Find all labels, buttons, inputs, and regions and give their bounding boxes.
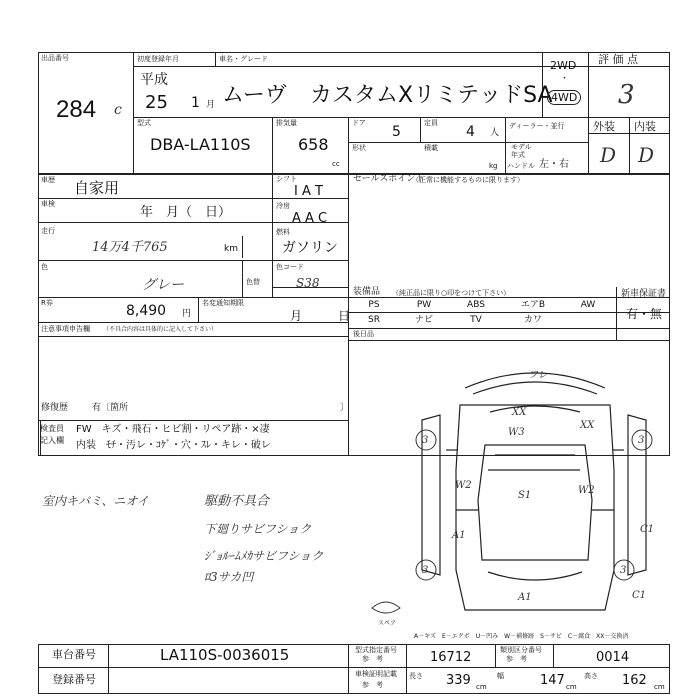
- handwritten-line-1: 室内キバミ、ニオイ: [42, 494, 149, 508]
- width-unit: cm: [566, 683, 577, 691]
- drive-2wd: 2WD: [550, 59, 577, 72]
- diagram-top-note: フレ: [528, 370, 548, 381]
- equip-tv: TV: [470, 315, 482, 325]
- handwritten-line-2: 駆動不具合: [204, 494, 270, 509]
- length: 339: [446, 673, 471, 688]
- rtax-unit: 円: [182, 309, 192, 319]
- equipment-row-bottom: [350, 315, 616, 328]
- mark-w3: W3: [508, 427, 525, 438]
- repair-end: 〕: [340, 403, 350, 413]
- interior-label: 内装: [634, 120, 656, 133]
- equip-abs: ABS: [467, 300, 485, 310]
- equip-ps: PS: [368, 300, 380, 310]
- capacity-unit: 人: [490, 128, 500, 138]
- selling-points-note: （正常に機能するものに限ります）: [412, 176, 524, 184]
- mark-3-2: 3: [638, 435, 645, 446]
- ac-value: A A C: [292, 211, 328, 226]
- width-label: 幅: [497, 672, 504, 680]
- interior: D: [638, 143, 655, 167]
- usage-label: 車歴: [41, 176, 55, 184]
- class-sub: 参 考: [506, 655, 527, 663]
- width: 147: [540, 673, 565, 688]
- month-unit: 月: [206, 100, 216, 110]
- door: 5: [392, 124, 401, 140]
- model-year-label: モデル 年式: [511, 143, 532, 159]
- selling-points-label: セールスポイント: [353, 174, 425, 184]
- notes-sub: （不具合内容は具体的に記入して下さい）: [103, 326, 218, 333]
- cert-sub: 参 考: [362, 681, 383, 689]
- usage: 自家用: [74, 179, 120, 197]
- year: 25: [145, 92, 168, 113]
- chassis-label: 車台番号: [52, 648, 96, 661]
- equipment-grid: [350, 300, 616, 328]
- drive-dot: ・: [560, 74, 570, 84]
- height-label: 高さ: [584, 672, 598, 680]
- model-label: 型式: [137, 119, 151, 127]
- grade: カスタムXリミテッドSA: [310, 83, 553, 108]
- color-code: S38: [296, 276, 320, 290]
- class-no: 0014: [596, 650, 630, 665]
- equip-sr: SR: [368, 315, 380, 325]
- drive-4wd: 4WD: [547, 90, 581, 105]
- mark-xx-1: XX: [512, 407, 527, 418]
- repair-value: 有〔箇所: [92, 403, 129, 413]
- mark-w2-2: W2: [578, 485, 595, 496]
- color-code-label: 色コード: [276, 263, 304, 271]
- equipment-label: 装備品: [353, 287, 381, 297]
- warranty: 有・無: [626, 307, 663, 321]
- first-reg-label: 初度登録年月: [137, 55, 179, 63]
- shape-label: 形状: [352, 144, 366, 152]
- door-label: ドア: [352, 119, 366, 127]
- lot-number: 284: [56, 96, 97, 123]
- height-unit: cm: [654, 683, 665, 691]
- shift-label: シフト: [276, 175, 297, 183]
- inspector-row-2: 内装 ﾓﾁ・汚レ・ｺｹﾞ・穴・ｽﾚ・キレ・破レ: [76, 440, 271, 451]
- notes-label: 注意事項申告欄: [41, 325, 90, 333]
- disp-label: 排気量: [276, 119, 297, 127]
- equipment-row-top: [350, 300, 616, 313]
- mark-3-3: 3: [422, 565, 429, 576]
- mark-xx-2: XX: [580, 420, 595, 431]
- type-no-label: 型式指定番号: [355, 646, 397, 654]
- era: 平成: [140, 72, 168, 88]
- handwritten-line-4: ｼﾞｮﾙｰﾑﾒｶサビフショク: [204, 549, 324, 563]
- spare-label: スペア: [378, 620, 397, 627]
- color-change-label: 色替: [246, 278, 260, 286]
- lot-label: 出品番号: [41, 54, 69, 62]
- car-damage-diagram: [400, 360, 670, 640]
- equip-airbag: エアB: [520, 300, 546, 310]
- mileage-unit: km: [224, 244, 238, 254]
- lot-mark: c: [114, 102, 122, 118]
- disp-unit: cc: [332, 160, 340, 168]
- mark-c1-2: C1: [632, 590, 647, 601]
- mark-a1-1: A1: [452, 530, 466, 541]
- model-grade-label: 車名・グレード: [219, 55, 268, 63]
- type-no: 16712: [430, 650, 472, 665]
- chassis-number: LA110S-0036015: [160, 646, 290, 664]
- handle-label: ハンドル: [507, 162, 535, 170]
- length-label: 長さ: [409, 672, 423, 680]
- equip-aw: AW: [580, 300, 596, 310]
- disp: 658: [298, 135, 329, 154]
- shift-value: I A T: [294, 184, 323, 199]
- fuel-label: 燃料: [276, 228, 290, 236]
- height: 162: [622, 673, 647, 688]
- score-label: 評 価 点: [598, 53, 638, 66]
- diagram-legend: A－キズ E－エクボ U－凹み W－補修跡 S－サビ C－腐食 XX－交換済: [414, 633, 629, 640]
- class-label: 類別区分番号: [500, 646, 542, 654]
- fuel-value: ガソリン: [282, 240, 338, 256]
- mark-a1-2: A1: [518, 592, 532, 603]
- length-unit: cm: [476, 683, 487, 691]
- model: DBA-LA110S: [150, 135, 251, 154]
- capacity: 4: [466, 124, 475, 140]
- color: グレー: [142, 277, 184, 293]
- exterior-label: 外装: [593, 120, 615, 133]
- exterior: D: [600, 143, 617, 167]
- warranty-label: 新車保証書: [621, 289, 667, 299]
- dealer-label: ディーラー・並行: [509, 122, 565, 130]
- color-label: 色: [41, 263, 48, 271]
- car-name: ムーヴ: [222, 83, 287, 108]
- notice: 月 日: [290, 309, 351, 323]
- inspection-label: 車検: [41, 200, 55, 208]
- equip-pw: PW: [416, 300, 432, 310]
- inspector-row-1: FW キズ・飛石・ヒビ割・リペア跡・×凄: [76, 424, 270, 435]
- handwritten-line-5: ﾛ3サカ凹: [204, 570, 254, 584]
- equip-navi: ナビ: [414, 315, 433, 325]
- score: 3: [618, 80, 635, 110]
- mark-3-1: 3: [422, 435, 429, 446]
- mark-c1-1: C1: [640, 524, 655, 535]
- mileage-label: 走行: [41, 227, 55, 235]
- reg-label: 登録番号: [52, 673, 96, 686]
- handwritten-line-3: 下廻りサビフショク: [204, 522, 312, 536]
- handle: 左・右: [539, 159, 569, 170]
- rtax-label: R券: [41, 299, 53, 307]
- inspection: 年 月（ 日）: [140, 205, 232, 220]
- kg-label: kg: [489, 162, 498, 170]
- repair-label: 修復歴: [41, 403, 69, 413]
- capacity-label: 定員: [424, 119, 438, 127]
- load-label: 積載: [424, 144, 438, 152]
- notice-label: 名変通知期限: [202, 299, 244, 307]
- mark-w2-1: W2: [455, 480, 472, 491]
- equip-leather: カワ: [523, 315, 542, 325]
- ac-label: 冷房: [276, 202, 290, 210]
- month: 1: [191, 95, 200, 111]
- mark-s1: S1: [518, 490, 532, 501]
- inspector-label-2: 記入欄: [40, 436, 64, 445]
- mark-3-4: 3: [620, 565, 627, 576]
- cert-label: 車検証明記載: [355, 670, 397, 678]
- type-no-sub: 参 考: [362, 655, 383, 663]
- mileage: 14万4千765: [92, 240, 168, 255]
- equipment-note: （純正品に限り○印をつけて下さい）: [392, 289, 511, 297]
- inspector-label-1: 検査員: [40, 424, 64, 433]
- rtax: 8,490: [126, 303, 167, 319]
- lot-number-box: [44, 68, 130, 166]
- rear-items-label: 後日品: [353, 330, 374, 338]
